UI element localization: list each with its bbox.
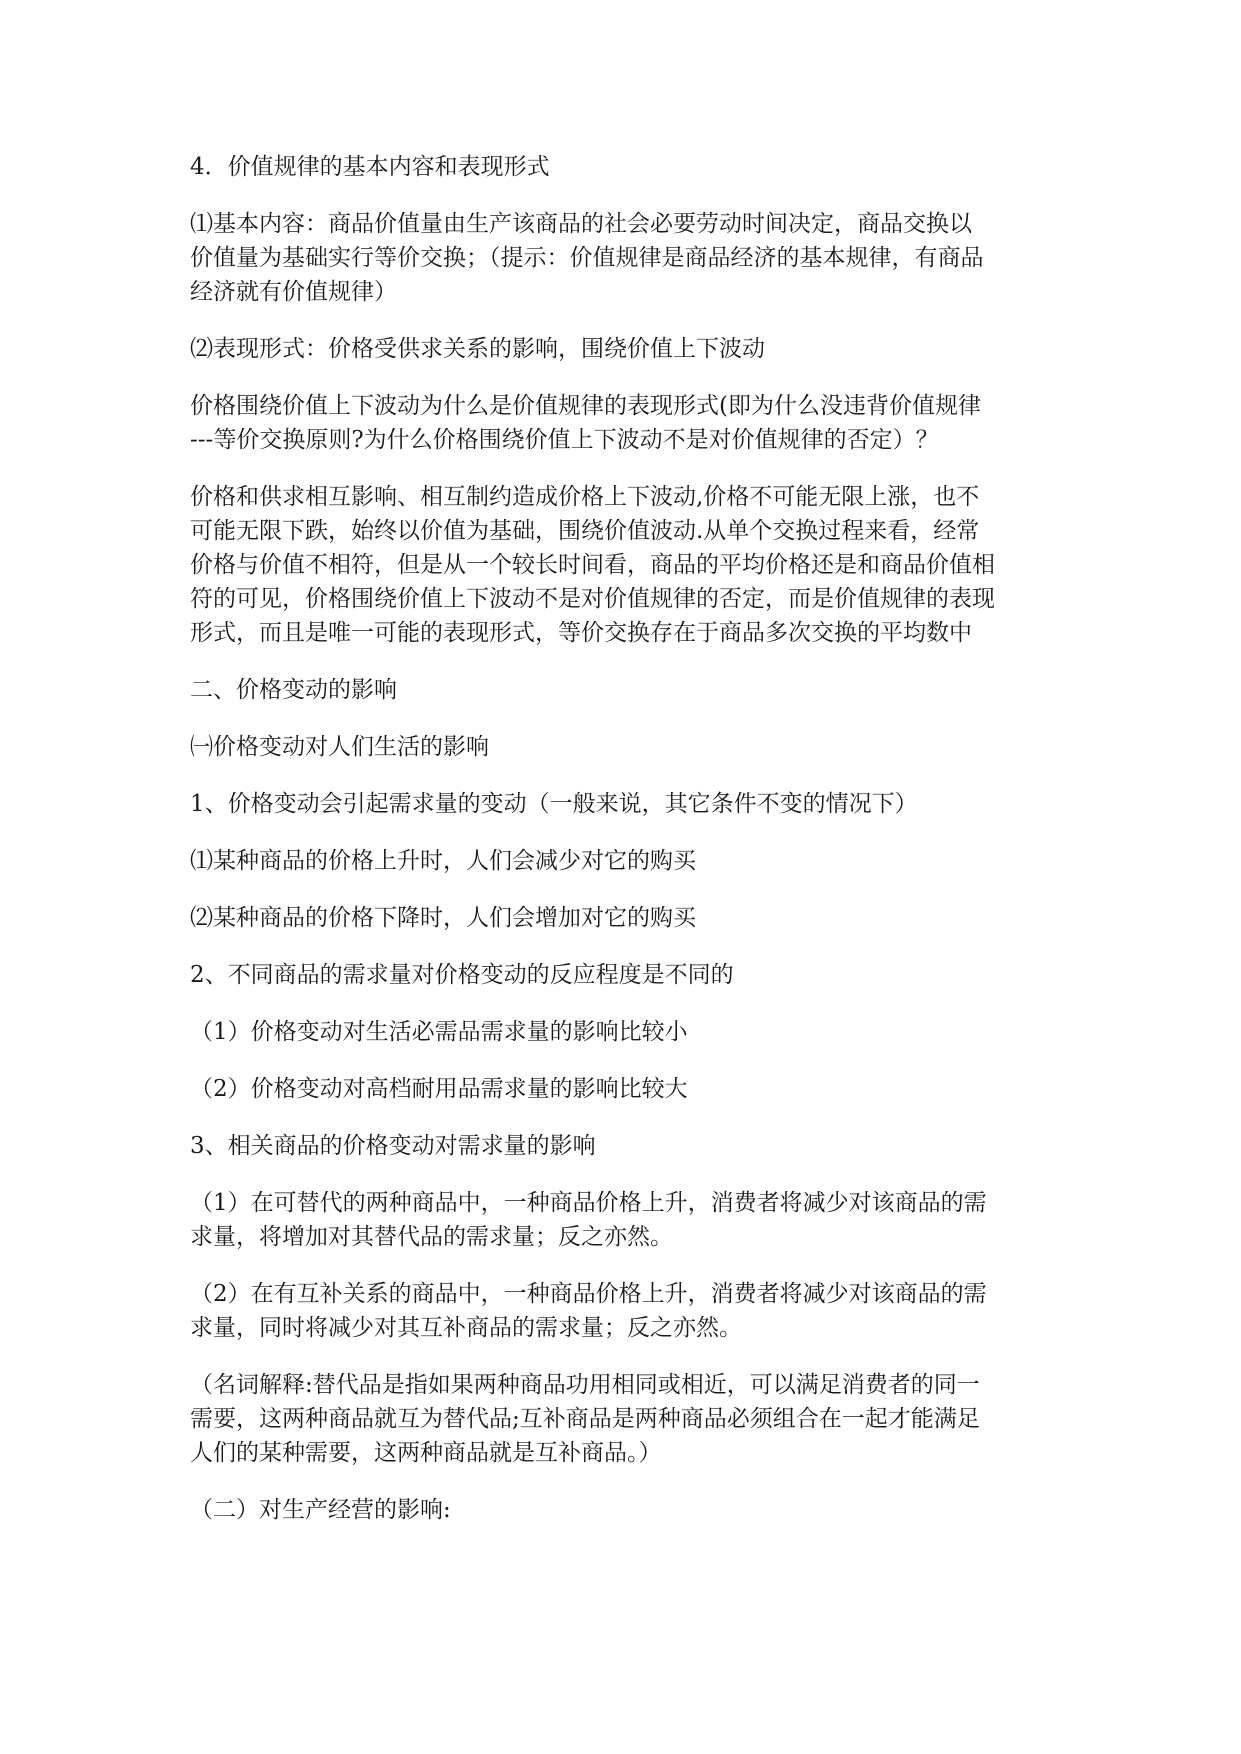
text-line: 2、不同商品的需求量对价格变动的反应程度是不同的	[190, 962, 734, 988]
text-line: 符的可见，价格围绕价值上下波动不是对价值规律的否定，而是价值规律的表现	[190, 586, 995, 612]
paragraph-13	[190, 1072, 1060, 1106]
text-line: 可能无限下跌，始终以价值为基础，围绕价值波动.从单个交换过程来看，经常	[190, 518, 980, 544]
paragraph-18	[190, 1493, 1060, 1527]
text-line: 求量，将增加对其替代品的需求量；反之亦然。	[190, 1224, 673, 1250]
text-line: （1）在可替代的两种商品中，一种商品价格上升，消费者将减少对该商品的需	[190, 1190, 987, 1216]
text-line: （二）对生产经营的影响:	[190, 1497, 451, 1523]
paragraph-6	[190, 673, 1060, 707]
text-line: 求量，同时将减少对其互补商品的需求量；反之亦然。	[190, 1315, 742, 1341]
text-line: 经济就有价值规律）	[190, 279, 397, 305]
text-line: ---等价交换原则?为什么价格围绕价值上下波动不是对价值规律的否定）？	[190, 427, 939, 453]
text-line: 4．价值规律的基本内容和表现形式	[190, 154, 550, 180]
paragraph-7	[190, 730, 1060, 764]
text-line: 价值量为基础实行等价交换；（提示：价值规律是商品经济的基本规律，有商品	[190, 245, 984, 271]
text-line: 形式，而且是唯一可能的表现形式，等价交换存在于商品多次交换的平均数中	[190, 620, 972, 646]
text-line: 3、相关商品的价格变动对需求量的影响	[190, 1133, 596, 1159]
text-line: 价格与价值不相符，但是从一个较长时间看，商品的平均价格还是和商品价值相	[190, 552, 995, 578]
text-line: 1、价格变动会引起需求量的变动（一般来说，其它条件不变的情况下）	[190, 791, 918, 817]
text-line: （2）价格变动对高档耐用品需求量的影响比较大	[190, 1076, 688, 1102]
text-line: 需要，这两种商品就互为替代品;互补商品是两种商品必须组合在一起才能满足	[190, 1406, 980, 1432]
text-line: （名词解释:替代品是指如果两种商品功用相同或相近，可以满足消费者的同一	[190, 1372, 980, 1398]
paragraph-9	[190, 844, 1060, 878]
paragraph-17	[190, 1368, 1060, 1470]
paragraph-12	[190, 1015, 1060, 1049]
text-line: 价格围绕价值上下波动为什么是价值规律的表现形式(即为什么没违背价值规律	[190, 393, 981, 419]
text-line: 二、价格变动的影响	[190, 677, 397, 703]
paragraph-3	[190, 332, 1060, 366]
text-line: 人们的某种需要，这两种商品就是互补商品。）	[190, 1440, 662, 1466]
text-line: ⑴基本内容：商品价值量由生产该商品的社会必要劳动时间决定，商品交换以	[190, 211, 972, 237]
paragraph-15	[190, 1186, 1060, 1254]
text-line: ⑵某种商品的价格下降时，人们会增加对它的购买	[190, 905, 696, 931]
paragraph-16	[190, 1277, 1060, 1345]
paragraph-10	[190, 901, 1060, 935]
paragraph-4	[190, 389, 1060, 457]
text-line: ㈠价格变动对人们生活的影响	[190, 734, 489, 760]
paragraph-14	[190, 1129, 1060, 1163]
paragraph-5	[190, 480, 1060, 650]
paragraph-8	[190, 787, 1060, 821]
paragraph-2	[190, 207, 1060, 309]
text-line: （1）价格变动对生活必需品需求量的影响比较小	[190, 1019, 688, 1045]
paragraph-11	[190, 958, 1060, 992]
paragraph-1	[190, 150, 1060, 184]
text-line: ⑵表现形式：价格受供求关系的影响，围绕价值上下波动	[190, 336, 765, 362]
text-line: ⑴某种商品的价格上升时，人们会减少对它的购买	[190, 848, 696, 874]
document-page	[190, 150, 1060, 1550]
text-line: （2）在有互补关系的商品中，一种商品价格上升，消费者将减少对该商品的需	[190, 1281, 987, 1307]
text-line: 价格和供求相互影响、相互制约造成价格上下波动,价格不可能无限上涨，也不	[190, 484, 980, 510]
